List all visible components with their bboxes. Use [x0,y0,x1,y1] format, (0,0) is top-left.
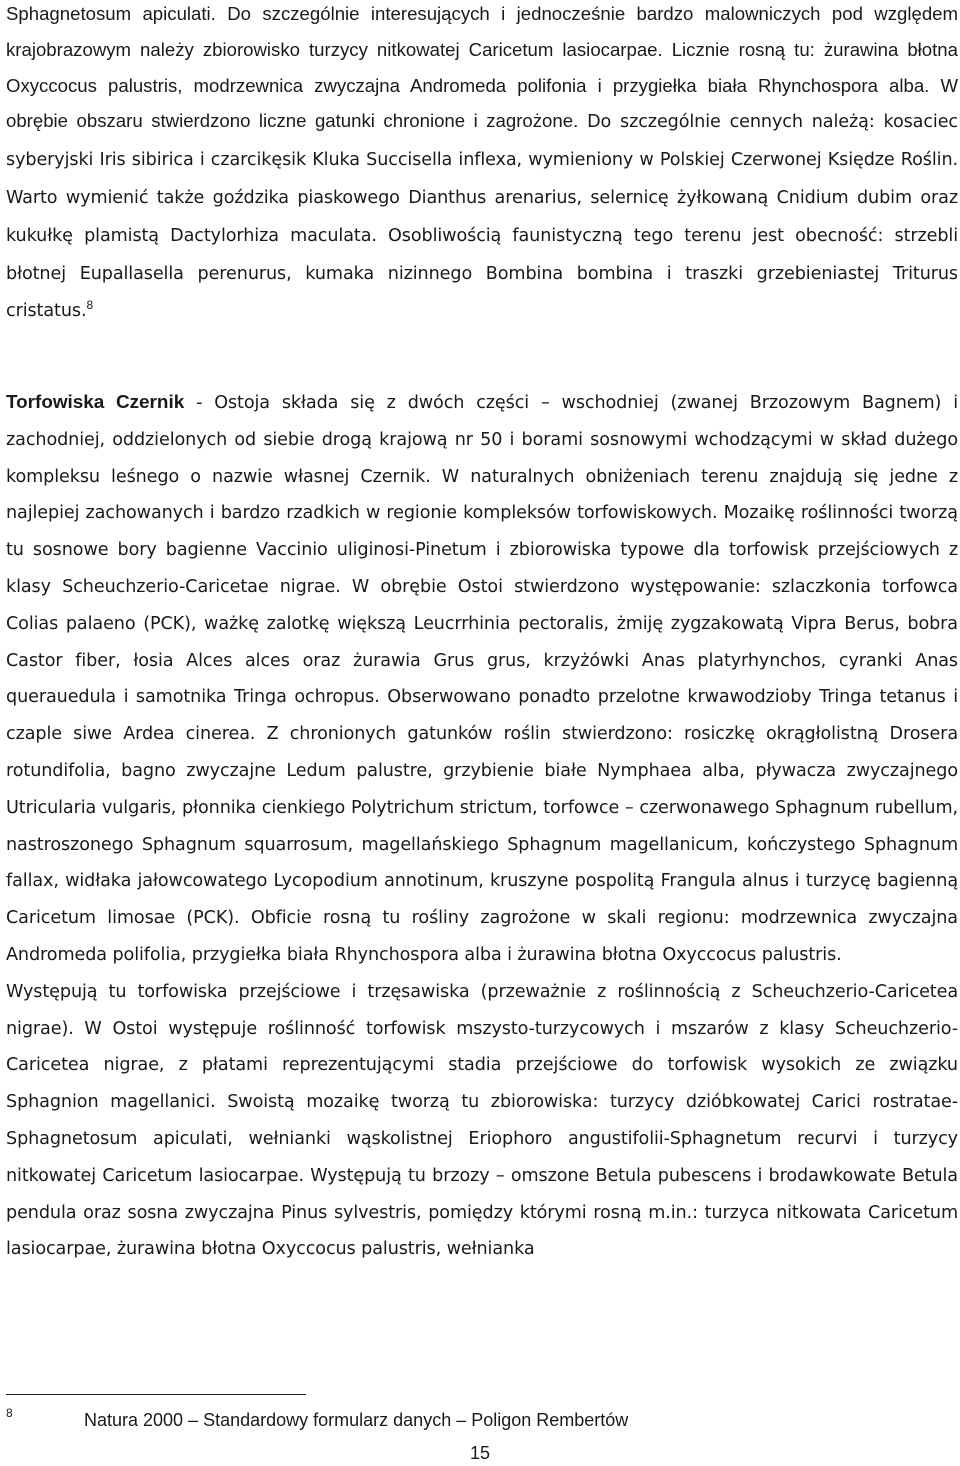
paragraph-species-description [6,0,958,330]
footnote-reference: 8 [86,298,94,313]
paragraph-text-peatlands: W naturalnych obniżeniach terenu znajdują się jedne z najlepiej zachowanych i bardzo rzadkich w regionie kompleksów torfowiskowych. [6,466,959,524]
paragraph-text-intro: Sphagnetosum apiculati. Do szczególnie interesujących i jednocześnie bardzo malowniczych pod względem krajobrazowym należy zbiorowisko turzycy nitkowatej Caricetum lasiocarpae. Licznie rosną tu: żurawina błotna Oxyccocus palustris, modrzewnica zwyczajna Andromeda polifonia i przygiełka biała Rhynchospora alba. W obrębie obszaru stwierdzono liczne gatunki chronione i zagrożone. [6,3,958,132]
paragraph-text-valuable-species: Do szczególnie cennych należą: kosaciec syberyjski Iris sibirica i czarcikęsik Kluka Succisella inflexa, wymieniony w Polskiej Czerwonej Księdze Roślin. [6,112,959,171]
paragraph-text-fauna: Osobliwością faunistyczną tego terenu jest obecność: strzebli błotnej Eupallasella perenurus, kumaka nizinnego Bombina bombina i traszki grzebieniastej Triturus cristatus. [6,225,958,322]
footnote-mark: 8 [6,1406,13,1420]
paragraph-text-transitional-bogs: Występują tu torfowiska przejściowe i trzęsawiska (przeważnie z roślinnością z Scheuchzerio-Caricetea nigrae). W Ostoi występuje roślinność torfowisk mszysto-turzycowych i mszarów z klasy Scheuchzerio-Caricetea nigrae, z płatami reprezentującymi stadia przejściowe do torfowisk wysokich ze związku Sphagnion magellanici. Swoistą mozaikę tworzą tu zbiorowiska: turzycy dzióbkowatej Carici rostratae-Sphagnetosum apiculati, wełnianki wąskolistnej Eriophoro angustifolii-Sphagnetum recurvi i turzycy nitkowatej Caricetum lasiocarpae. Występują tu brzozy – omszone Betula pubescens i brodawkowate Betula pendula oraz sosna zwyczajna Pinus sylvestris, pomiędzy którymi rosną m.in.: turzyca nitkowata Caricetum lasiocarpae, żurawina błotna Oxyccocus palustris, wełnianka [6,981,958,1260]
section-heading-term: Torfowiska Czernik [6,392,185,413]
footnote-divider [6,1394,306,1395]
page-number: 15 [469,1443,491,1463]
paragraph-text-other-species: Warto wymienić także goździka piaskowego Dianthus arenarius, selernicę żyłkowaną Cnidium dubim oraz kukułkę plamistą Dactylorhiza maculata. [6,187,958,246]
footnote-text: Natura 2000 – Standardowy formularz danych – Poligon Rembertów [84,1410,629,1430]
paragraph-text-location: - Ostoja składa się z dwóch części – wschodniej (zwanej Brzozowym Bagnem) i zachodniej, oddzielonych od siebie drogą krajową nr 50 i borami sosnowymi wchodzącymi w skład dużego kompleksu leśnego o nazwie własnej Czernik. [6,393,958,487]
paragraph-torfowiska-czernik [6,385,958,1268]
paragraph-text-species-list: Mozaikę roślinności tworzą tu sosnowe bory bagienne Vaccinio uliginosi-Pinetum i zbiorowiska typowe dla torfowisk przejściowych z klasy Scheuchzerio-Caricetae nigrae. W obrębie Ostoi stwierdzono występowanie: szlaczkonia torfowca Colias palaeno (PCK), ważkę zalotkę większą Leucrrhinia pectoralis, żmiję zygzakowatą Vipra Berus, bobra Castor fiber, łosia Alces alces oraz żurawia Grus grus, krzyżówki Anas platyrhynchos, cyranki Anas querauedula i samotnika Tringa ochropus. Obserwowano ponadto przelotne krwawodzioby Tringa tetanus i czaple siwe Ardea cinerea. Z chronionych gatunków roślin stwierdzono: rosiczkę okrągłolistną Drosera rotundifolia, bagno zwyczajne Ledum palustre, grzybienie białe Nymphaea alba, pływacza zwyczajnego Utricularia vulgaris, płonnika cienkiego Polytrichum strictum, torfowce – czerwonawego Sphagnum rubellum, nastroszonego Sphagnum squarrosum, magellańskiego Sphagnum magellanicum, kończystego Sphagnum fallax, widłaka jałowcowatego Lycopodium annotinum, kruszyne pospolitą Frangula alnus i turzycę bagienną Caricetum limosae (PCK). Obficie rosną tu rośliny zagrożone w skali regionu: modrzewnica zwyczajna Andromeda polifolia, przygiełka biała Rhynchospora alba i żurawina błotna Oxyccocus palustris. [6,503,958,965]
